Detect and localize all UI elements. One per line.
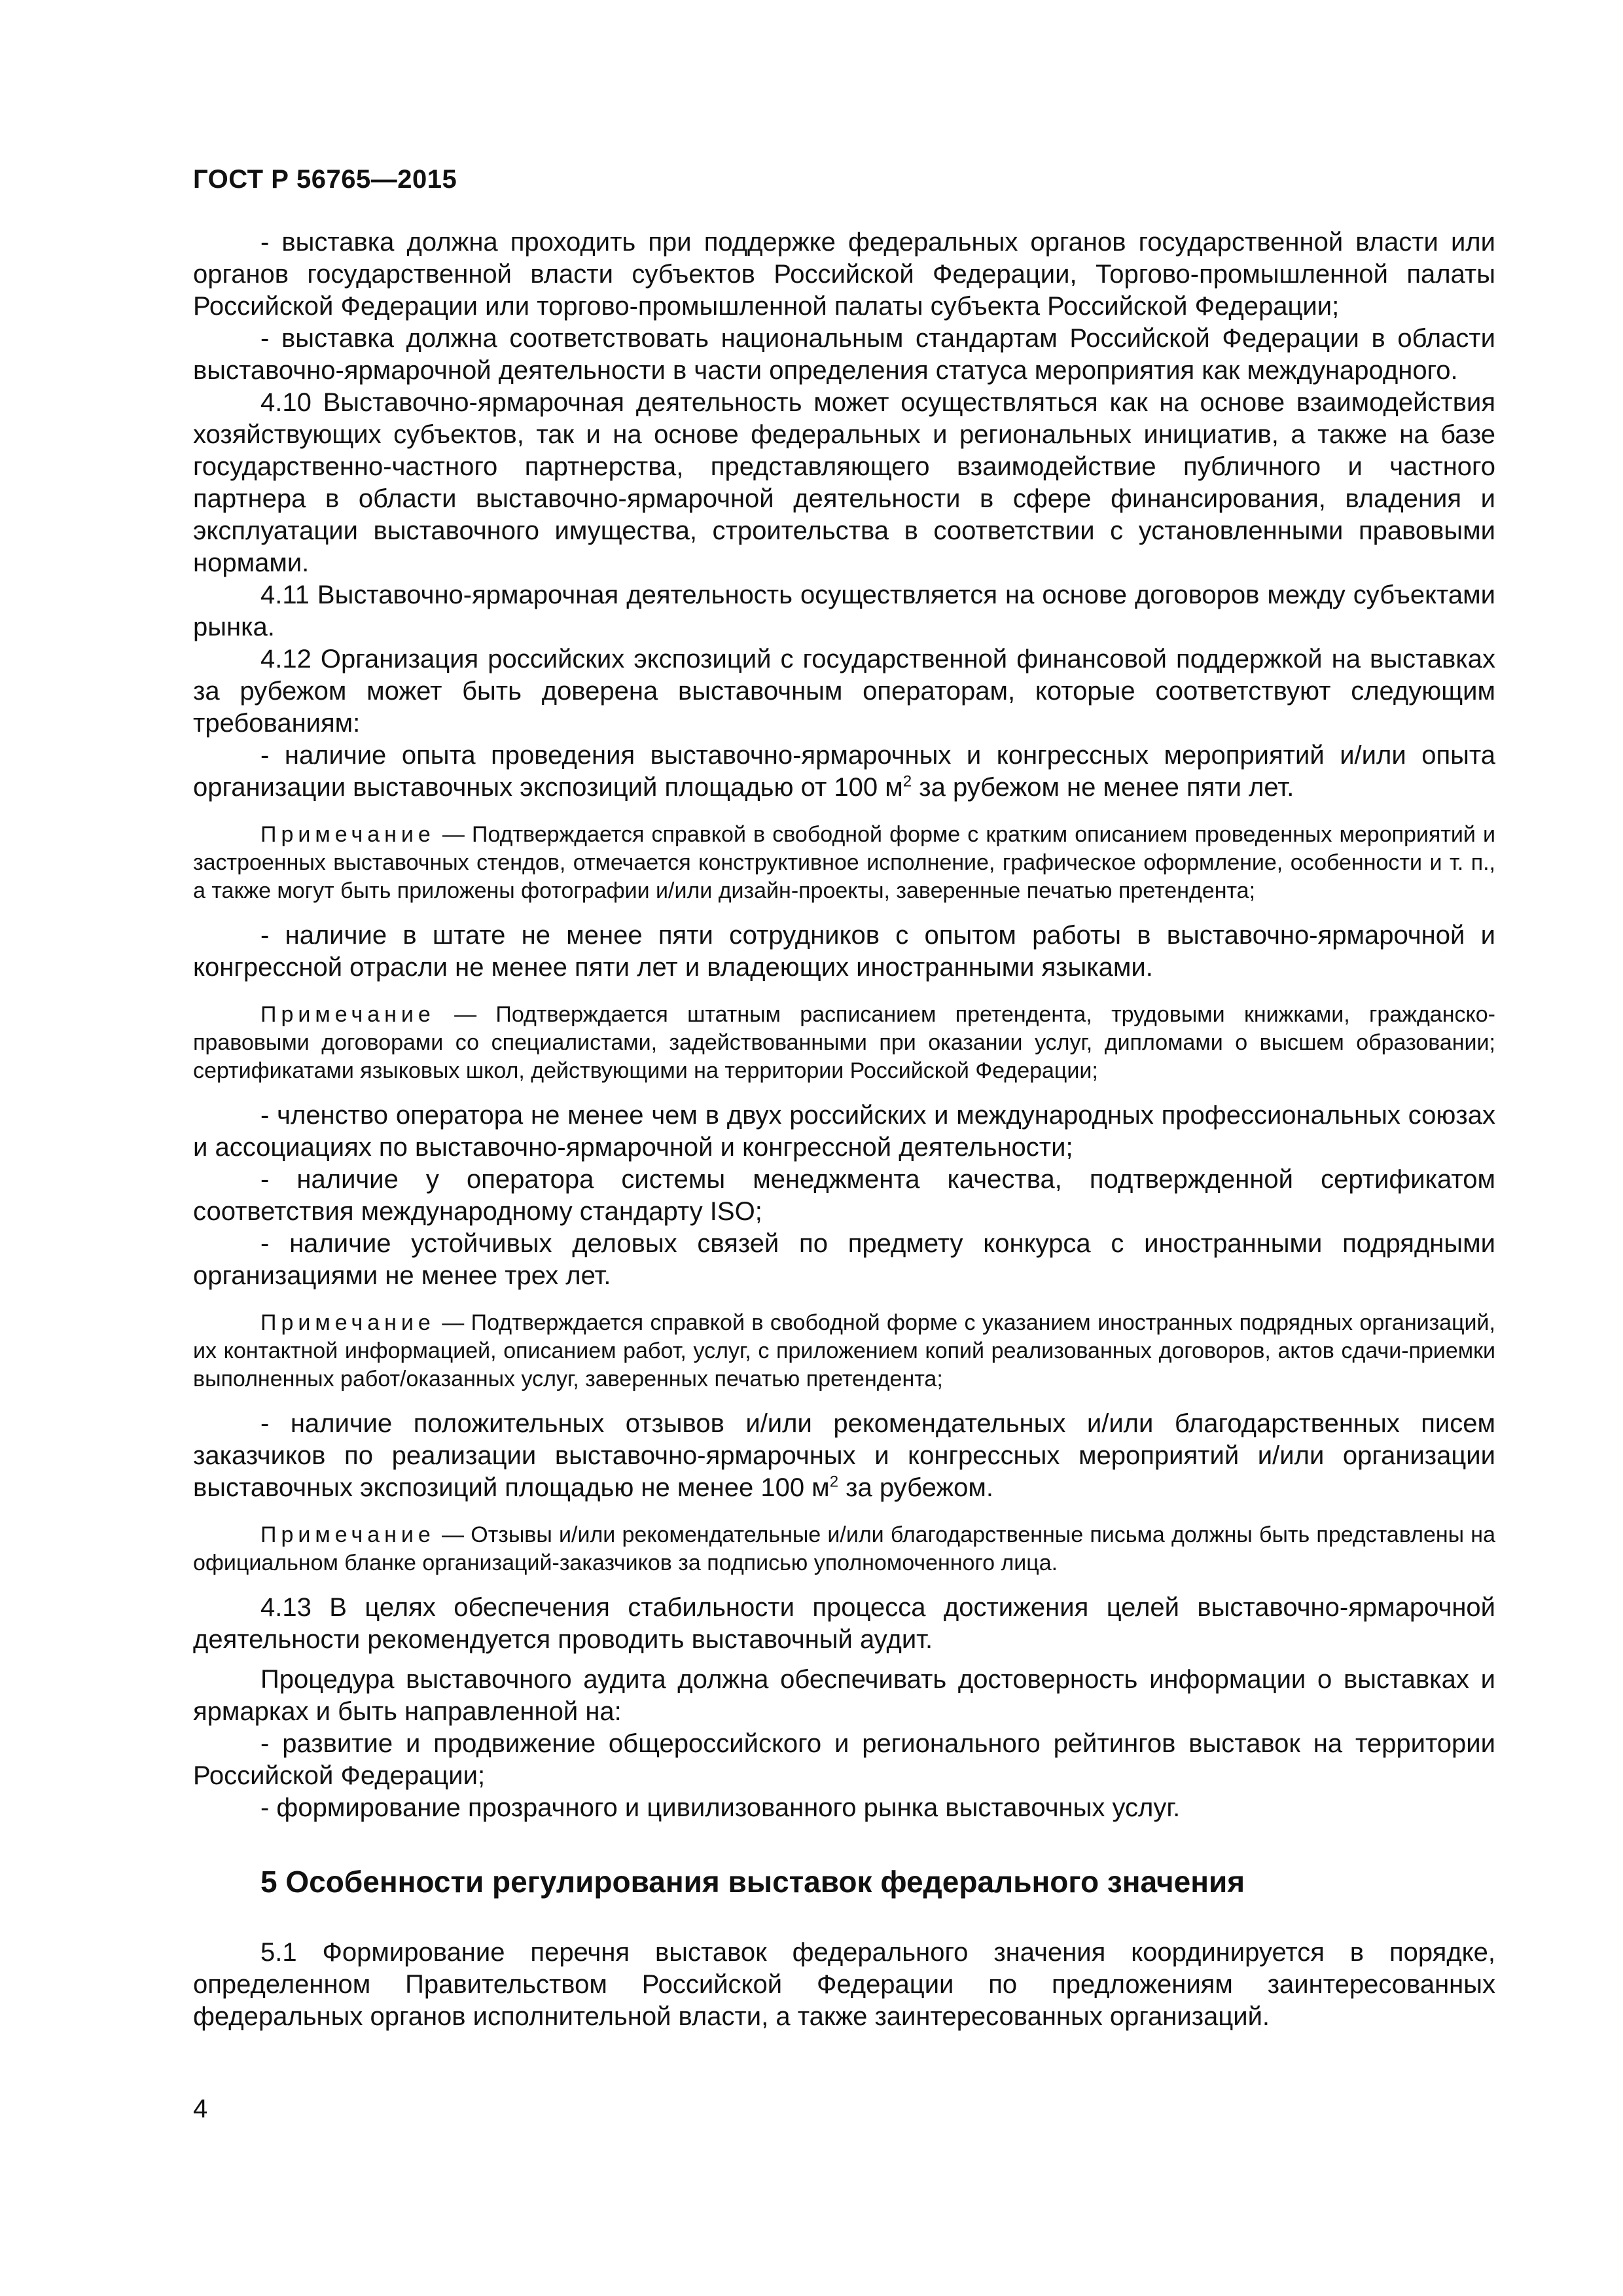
superscript: 2 <box>902 772 912 791</box>
paragraph: - наличие у оператора системы менеджмента качества, подтвержденной сертификатом соответствия международному стандарту ISO; <box>193 1165 1495 1226</box>
note-text: Отзывы и/или рекомендательные и/или благодарственные письма должны быть представлены на официальном бланке организаций-заказчиков за подписью уполномоченного лица. <box>193 1522 1495 1575</box>
paragraph: - наличие в штате не менее пяти сотрудников с опытом работы в выставочно-ярмарочной и конгрессной отрасли не менее пяти лет и владеющих иностранными языками. <box>193 921 1495 982</box>
paragraph: 4.11 Выставочно-ярмарочная деятельность осуществляется на основе договоров между субъектами рынка. <box>193 581 1495 641</box>
note <box>193 1521 1495 1577</box>
paragraph: 4.12 Организация российских экспозиций с государственной финансовой поддержкой на выставках за рубежом может быть доверена выставочным операторам, которые соответствуют следующим требованиям: <box>193 645 1495 738</box>
paragraph-text: за рубежом не менее пяти лет. <box>912 773 1294 802</box>
page-number: 4 <box>193 2094 208 2123</box>
note-dash: — <box>435 1310 471 1335</box>
note-label: Примечание <box>260 822 435 847</box>
paragraph: 5.1 Формирование перечня выставок федерального значения координируется в порядке, определенном Правительством Российской Федерации по предложениям заинтересованных федеральных органов исполнительной власти, а также заинтересованных организаций. <box>193 1938 1495 2031</box>
paragraph: - выставка должна проходить при поддержке федеральных органов государственной власти или органов государственной власти субъектов Российской Федерации, Торгово-промышленной палаты Российской Федерации или торгово-промышленной палаты субъекта Российской Федерации; <box>193 228 1495 321</box>
note-dash: — <box>435 1522 471 1547</box>
note-dash: — <box>435 822 473 847</box>
paragraph: - выставка должна соответствовать национальным стандартам Российской Федерации в области выставочно-ярмарочной деятельности в части определения статуса мероприятия как международного. <box>193 324 1495 385</box>
paragraph: Процедура выставочного аудита должна обеспечивать достоверность информации о выставках и ярмарках и быть направленной на: <box>193 1665 1495 1726</box>
note <box>193 821 1495 905</box>
paragraph-text: за рубежом. <box>838 1473 993 1502</box>
note <box>193 1309 1495 1393</box>
paragraph <box>193 1408 1495 1504</box>
paragraph: - развитие и продвижение общероссийского и регионального рейтингов выставок на территории Российской Федерации; <box>193 1729 1495 1790</box>
paragraph-text: - наличие положительных отзывов и/или рекомендательных и/или благодарственных писем заказчиков по реализации выставочно-ярмарочных и конгрессных мероприятий и/или организации выставочных экспозиций площадью не менее 100 м <box>193 1409 1495 1502</box>
note-text: Подтверждается справкой в свободной форме с кратким описанием проведенных мероприятий и застроенных выставочных стендов, отмечается конструктивное исполнение, графическое оформление, особенности и т. п., а также могут быть приложены фотографии и/или дизайн-проекты, заверенные печатью претендента; <box>193 822 1495 903</box>
section-heading: 5 Особенности регулирования выставок федерального значения <box>260 1865 1245 1899</box>
note-text: Подтверждается штатным расписанием претендента, трудовыми книжками, гражданско-правовыми договорами со специалистами, задействованными при оказании услуг, дипломами о высшем образовании; сертификатами языковых школ, действующими на территории Российской Федерации; <box>193 1002 1495 1083</box>
superscript: 2 <box>829 1473 839 1491</box>
note-text: Подтверждается справкой в свободной форме с указанием иностранных подрядных организаций, их контактной информацией, описанием работ, услуг, с приложением копий реализованных договоров, актов сдачи-приемки выполненных работ/оказанных услуг, заверенных печатью претендента; <box>193 1310 1495 1391</box>
paragraph-text: - наличие опыта проведения выставочно-ярмарочных и конгрессных мероприятий и/или опыта организации выставочных экспозиций площадью от 100 м <box>193 741 1495 802</box>
paragraph: - членство оператора не менее чем в двух российских и международных профессиональных союзах и ассоциациях по выставочно-ярмарочной и конгрессной деятельности; <box>193 1101 1495 1162</box>
paragraph <box>193 740 1495 804</box>
note-label: Примечание <box>260 1002 435 1027</box>
note <box>193 1001 1495 1085</box>
note-label: Примечание <box>260 1310 435 1335</box>
paragraph: 4.13 В целях обеспечения стабильности процесса достижения целей выставочно-ярмарочной деятельности рекомендуется проводить выставочный аудит. <box>193 1593 1495 1654</box>
paragraph: - формирование прозрачного и цивилизованного рынка выставочных услуг. <box>260 1793 1181 1822</box>
paragraph: - наличие устойчивых деловых связей по предмету конкурса с иностранными подрядными организациями не менее трех лет. <box>193 1229 1495 1290</box>
note-label: Примечание <box>260 1522 435 1547</box>
document-header: ГОСТ Р 56765—2015 <box>193 165 457 194</box>
document-body <box>193 226 1495 2033</box>
paragraph: 4.10 Выставочно-ярмарочная деятельность может осуществляться как на основе взаимодействия хозяйствующих субъектов, так и на основе федеральных и региональных инициатив, а также на базе государственно-частного партнерства, представляющего взаимодействие публичного и частного партнера в области выставочно-ярмарочной деятельности в сфере финансирования, владения и эксплуатации выставочного имущества, строительства в соответствии с установленными правовыми нормами. <box>193 388 1495 577</box>
note-dash: — <box>435 1002 496 1027</box>
